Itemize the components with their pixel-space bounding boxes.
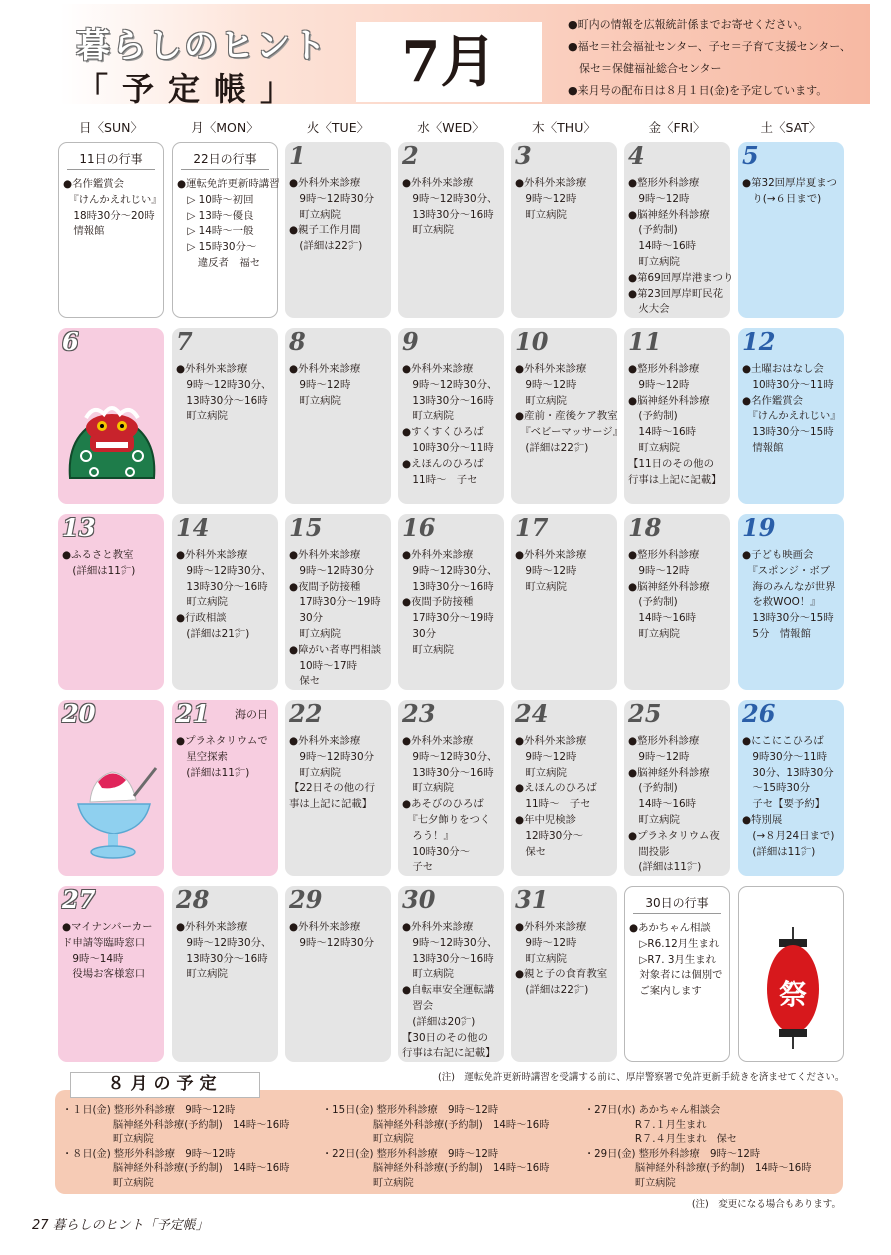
- day-events: ●外科外来診療 9時～12時30分 ●夜間予防接種 17時30分～19時 30分 町立病院 ●障がい者専門相談 10時～17時 保セ: [289, 549, 382, 688]
- calendar-day-cell: [285, 886, 391, 1062]
- day-number: 1: [289, 141, 306, 170]
- calendar-day-cell: [285, 700, 391, 876]
- day-number: 9: [402, 327, 419, 356]
- day-number: 30: [402, 885, 436, 914]
- day-events: ●外科外来診療 9時～12時 町立病院: [515, 549, 587, 593]
- day-number: 19: [742, 513, 776, 542]
- header-notes: [568, 14, 868, 102]
- calendar-day-cell: [172, 142, 278, 318]
- calendar-day-cell: [172, 886, 278, 1062]
- page-footer: 27 暮らしのヒント「予定帳」: [32, 1218, 209, 1233]
- weekday-header: 木〈THU〉: [532, 120, 596, 135]
- note-line: ●福セ＝社会福祉センター、子セ＝子育て支援センター、: [568, 40, 851, 53]
- calendar-day-cell: [285, 328, 391, 504]
- change-footnote: (注) 変更になる場合もあります。: [691, 1199, 841, 1210]
- weekday-header: 月〈MON〉: [191, 120, 259, 135]
- calendar-day-cell: [58, 328, 164, 504]
- event-day-header: 22日の行事: [181, 148, 269, 170]
- day-number: 31: [515, 885, 549, 914]
- day-events: ●外科外来診療 9時～12時30分、 13時30分～16時 町立病院 ●自転車安全運転講 習会 (詳細は20㌻) 【30日のその他の 行事は右記に記載】: [402, 921, 498, 1060]
- calendar-day-cell: [624, 514, 730, 690]
- weekday-header: 日〈SUN〉: [79, 120, 143, 135]
- calendar-day-cell: [172, 328, 278, 504]
- day-number: 2: [402, 141, 419, 170]
- day-number: 15: [289, 513, 323, 542]
- calendar-day-cell: [511, 700, 617, 876]
- calendar-day-cell: [285, 514, 391, 690]
- note-line: 保セ＝保健福祉総合センター: [568, 62, 722, 75]
- page-subtitle: 「予定帳」: [76, 70, 307, 108]
- day-number: 10: [515, 327, 549, 356]
- page-title: 暮らしのヒント: [76, 26, 328, 66]
- august-column-2: ・15日(金) 整形外科診療 9時～12時 脳神経外科診療(予約制) 14時～16時 町立病院 ・22日(金) 整形外科診療 9時～12時 脳神経外科診療(予約制) 14時～16時 町立病院: [322, 1105, 550, 1189]
- calendar-day-cell: [624, 700, 730, 876]
- day-events: ●名作鑑賞会 『けんかえれじい』 18時30分～20時 情報館: [63, 178, 162, 238]
- day-events: ●整形外科診療 9時～12時 ●脳神経外科診療 (予約制) 14時～16時 町立病院 ●第69回厚岸港まつり ●第23回厚岸町民花 火大会: [628, 177, 734, 316]
- day-number: 26: [742, 699, 776, 728]
- day-number: 14: [176, 513, 210, 542]
- day-events: ●外科外来診療 9時～12時30分 町立病院 【22日その他の行 事は上記に記載】: [289, 735, 375, 811]
- day-number: 23: [402, 699, 436, 728]
- holiday-label: 海の日: [235, 708, 268, 721]
- weekday-header: 火〈TUE〉: [306, 120, 370, 135]
- day-number: 11: [628, 327, 662, 356]
- august-column-1: ・１日(金) 整形外科診療 9時～12時 脳神経外科診療(予約制) 14時～16時 町立病院 ・８日(金) 整形外科診療 9時～12時 脳神経外科診療(予約制) 14時～16時 町立病院: [62, 1105, 290, 1189]
- day-number: 17: [515, 513, 549, 542]
- day-events: ●外科外来診療 9時～12時30分、 13時30分～16時 町立病院: [176, 921, 272, 981]
- day-number: 16: [402, 513, 436, 542]
- day-number: 3: [515, 141, 532, 170]
- day-number: 5: [742, 141, 759, 170]
- day-events: ●外科外来診療 9時～12時30分、 13時30分～16時 町立病院: [402, 177, 498, 237]
- day-number: 4: [628, 141, 645, 170]
- day-events: ●土曜おはなし会 10時30分～11時 ●名作鑑賞会 『けんかえれじい』 13時30分～15時 情報館: [742, 363, 841, 454]
- day-number: 8: [289, 327, 306, 356]
- calendar-day-cell: [511, 327, 624, 504]
- day-events: ●運転免許更新時講習 ▷ 10時～初回 ▷ 13時～優良 ▷ 14時～一般 ▷ 15時30分～ 違反者 福セ: [177, 178, 280, 269]
- calendar-day-cell: [172, 700, 278, 876]
- note-line: ●町内の情報を広報統計係までお寄せください。: [568, 18, 809, 31]
- calendar-day-cell: [624, 328, 730, 504]
- day-events: ●第32回厚岸夏まつ り(→６日まで): [742, 177, 838, 205]
- day-number: 27: [62, 885, 96, 914]
- calendar-day-cell: [511, 886, 617, 1062]
- day-number: 6: [62, 327, 79, 356]
- calendar-day-cell: [738, 514, 844, 690]
- day-number: 13: [62, 513, 96, 542]
- event-day-header: 30日の行事: [633, 892, 721, 914]
- day-events: ●外科外来診療 9時～12時 町立病院: [289, 363, 361, 407]
- weekday-header: 水〈WED〉: [417, 120, 485, 135]
- calendar-day-cell: [624, 141, 734, 318]
- day-events: ●外科外来診療 9時～12時 町立病院 ●産前・産後ケア教室 『ベビーマッサージ』 (詳細は22㌻): [515, 363, 624, 454]
- day-number: 22: [289, 699, 323, 728]
- day-events: ●外科外来診療 9時～12時 町立病院: [515, 177, 587, 221]
- day-events: ●外科外来診療 9時～12時30分、 13時30分～16時 ●夜間予防接種 17時30分～19時 30分 町立病院: [402, 549, 498, 656]
- calendar-day-cell: [285, 142, 391, 318]
- calendar-day-cell: [398, 886, 504, 1062]
- calendar-day-cell: [398, 328, 504, 504]
- day-events: ●外科外来診療 9時～12時30分、 13時30分～16時 町立病院 ●すくすくひろば 10時30分～11時 ●えほんのひろば 11時～ 子セ: [402, 363, 498, 486]
- calendar-day-cell: [398, 514, 504, 690]
- calendar-day-cell: [58, 142, 164, 318]
- day-events: ●外科外来診療 9時～12時30分 町立病院 ●親子工作月間 (詳細は22㌻): [289, 177, 375, 253]
- calendar-day-cell: [58, 514, 164, 690]
- day-events: ●あかちゃん相談 ▷R6.12月生まれ ▷R7. 3月生まれ 対象者には個別で ご案内します: [629, 922, 723, 998]
- lantern-text: 祭: [778, 978, 807, 1011]
- month-label: 7月: [356, 22, 542, 102]
- day-number: 24: [515, 699, 549, 728]
- day-number: 29: [289, 885, 323, 914]
- day-events: ●整形外科診療 9時～12時 ●脳神経外科診療 (予約制) 14時～16時 町立病院 【11日のその他の 行事は上記に記載】: [628, 363, 722, 486]
- calendar-day-cell: [398, 700, 504, 876]
- day-events: ●外科外来診療 9時～12時30分: [289, 921, 375, 949]
- day-events: ●ふるさと教室 (詳細は11㌻): [62, 549, 136, 577]
- day-number: 18: [628, 513, 662, 542]
- matsuri-lantern-icon: [765, 927, 821, 1055]
- day-events: ●にこにこひろば 9時30分～11時 30分、13時30分 ～15時30分 子セ【要予約】 ●特別展 (→８月24日まで) (詳細は11㌻): [742, 735, 835, 858]
- calendar-day-cell: [738, 328, 844, 504]
- day-events: ●子ども映画会 『スポンジ・ボブ 海のみんなが世界 を救WOO！』 13時30分～15時 5分 情報館: [742, 549, 836, 640]
- day-number: 12: [742, 327, 776, 356]
- calendar-day-cell: [58, 700, 164, 876]
- day-events: ●整形外科診療 9時～12時 ●脳神経外科診療 (予約制) 14時～16時 町立病院: [628, 549, 710, 640]
- day-events: ●外科外来診療 9時～12時30分、 13時30分～16時 町立病院 ●行政相談 (詳細は21㌻): [176, 549, 272, 640]
- calendar-day-cell: [511, 142, 617, 318]
- day-events: ●外科外来診療 9時～12時 町立病院 ●えほんのひろば 11時～ 子セ ●年中児検診 12時30分～ 保セ: [515, 735, 597, 858]
- day-events: ●プラネタリウムで 星空探索 (詳細は11㌻): [176, 735, 268, 779]
- day-events: ●外科外来診療 9時～12時 町立病院 ●親と子の食育教室 (詳細は22㌻): [515, 921, 608, 997]
- calendar-day-cell: [738, 700, 844, 876]
- day-events: ●整形外科診療 9時～12時 ●脳神経外科診療 (予約制) 14時～16時 町立病院 ●プラネタリウム夜 間投影 (詳細は11㌻): [628, 735, 720, 874]
- day-events: ●外科外来診療 9時～12時30分、 13時30分～16時 町立病院 ●あそびのひろば 『七夕飾りをつく ろう！』 10時30分～ 子セ: [402, 735, 498, 874]
- day-number: 28: [176, 885, 210, 914]
- calendar-day-cell: [738, 142, 844, 318]
- day-number: 21: [176, 699, 210, 728]
- weekday-header: 土〈SAT〉: [760, 120, 822, 135]
- calendar-day-cell: [511, 514, 617, 690]
- calendar-day-cell: [58, 886, 164, 1062]
- event-day-header: 11日の行事: [67, 148, 155, 170]
- calendar-day-cell: [172, 514, 278, 690]
- weekday-header: 金〈FRI〉: [648, 120, 706, 135]
- day-number: 7: [176, 327, 193, 356]
- august-column-3: ・27日(水) あかちゃん相談会 R７.１月生まれ R７.４月生まれ 保セ ・29日(金) 整形外科診療 9時～12時 脳神経外科診療(予約制) 14時～16時 町立病院: [584, 1105, 812, 1189]
- day-number: 25: [628, 699, 662, 728]
- shaved-ice-icon: [72, 760, 162, 874]
- calendar-day-cell: [398, 142, 504, 318]
- calendar-day-cell: [738, 886, 844, 1062]
- august-schedule-title: ８月の予定: [70, 1072, 260, 1098]
- license-footnote: (注) 運転免許更新時講習を受講する前に、厚岸警察署で免許更新手続きを済ませてください。: [438, 1072, 845, 1083]
- day-events: ●マイナンバーカー ド申請等臨時窓口 9時～14時 役場お客様窓口: [62, 921, 153, 981]
- note-line: ●来月号の配布日は８月１日(金)を予定しています。: [568, 84, 828, 97]
- calendar-day-cell: [624, 886, 730, 1062]
- day-events: ●外科外来診療 9時～12時30分、 13時30分～16時 町立病院: [176, 363, 272, 423]
- shishimai-lion-dance-icon: [64, 398, 160, 484]
- day-number: 20: [62, 699, 96, 728]
